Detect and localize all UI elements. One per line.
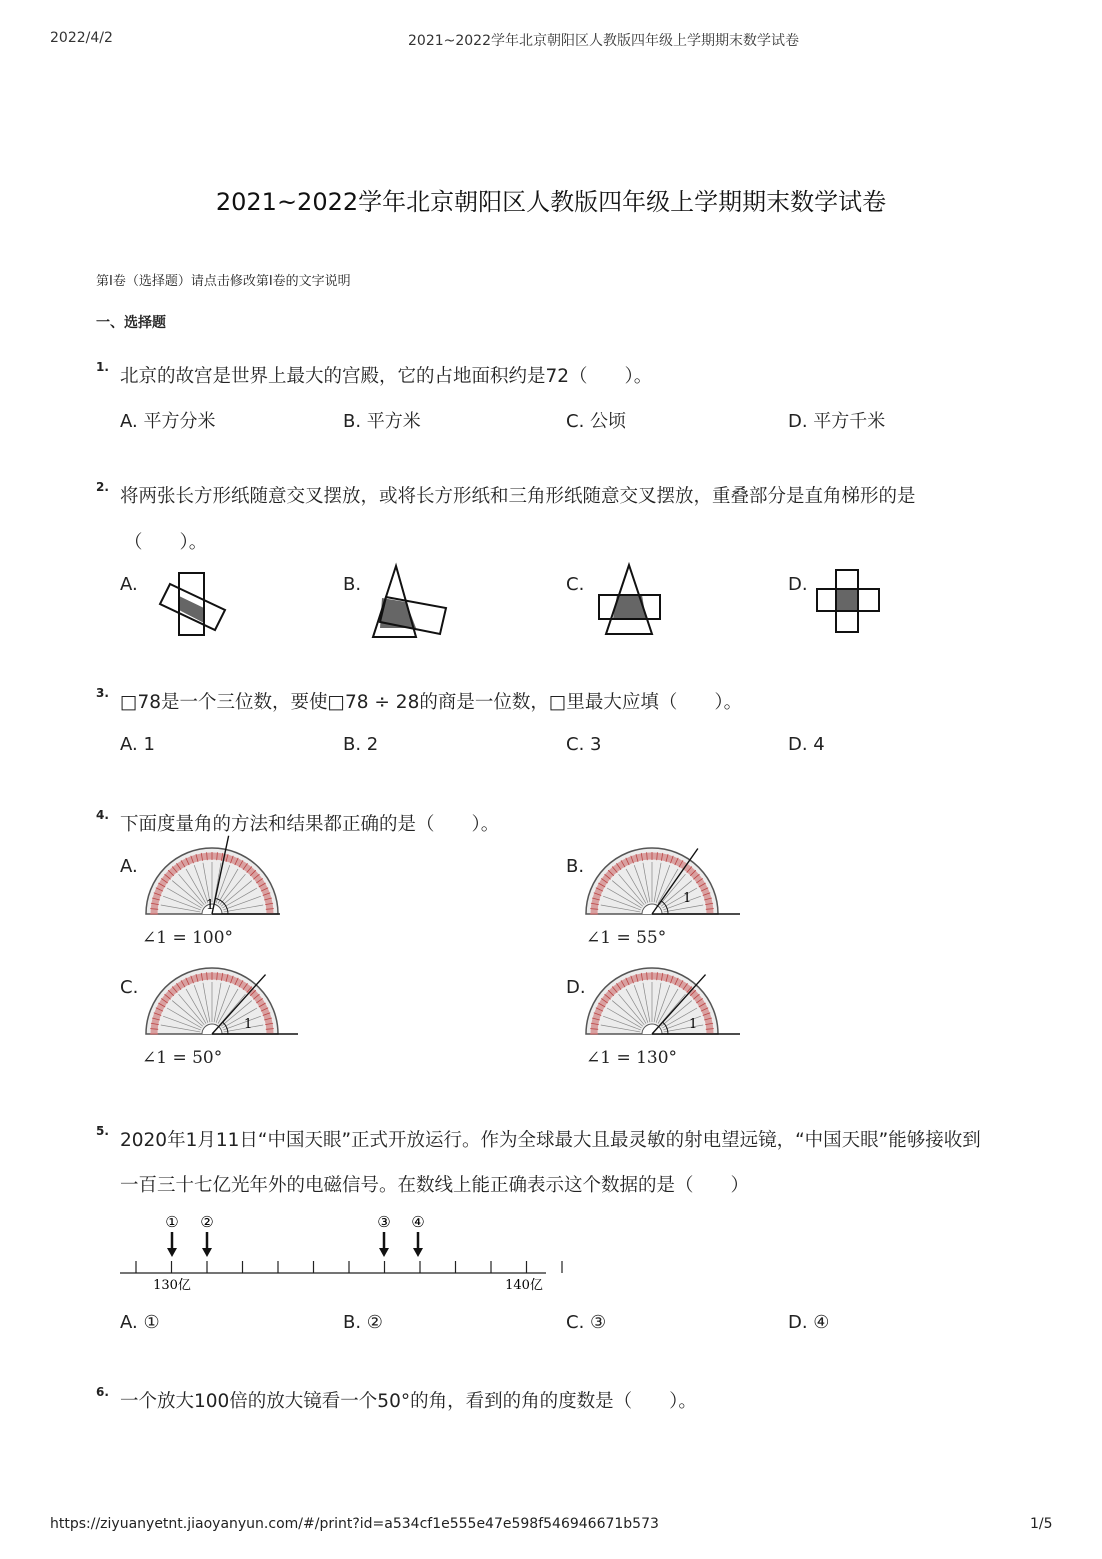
q4-protractor-b xyxy=(586,840,746,918)
question-4-text: 下面度量角的方法和结果都正确的是（ ）。 xyxy=(120,814,500,835)
axis-start-label: 130亿 xyxy=(153,1278,191,1293)
q2-d-overlap xyxy=(836,589,858,611)
q2-figure-b xyxy=(368,562,458,640)
print-date: 2022/4/2 xyxy=(50,30,113,46)
question-2-number: 2. xyxy=(96,480,109,494)
section-heading: 一、选择题 xyxy=(96,315,166,331)
question-3-number: 3. xyxy=(96,686,109,700)
angle-label: 1 xyxy=(244,1017,253,1032)
q3-option-a[interactable]: A. 1 xyxy=(120,734,155,755)
page-number: 1/5 xyxy=(1030,1516,1053,1532)
q2-figure-c xyxy=(594,562,666,638)
q4-option-d[interactable]: D. xyxy=(566,977,586,998)
marker-3-label: ③ xyxy=(377,1213,391,1231)
q2-option-a[interactable]: A. xyxy=(120,574,138,595)
marker-2-arrow-head xyxy=(202,1248,212,1257)
question-5-text-line2: 一百三十七亿光年外的电磁信号。在数线上能正确表示这个数据的是（ ） xyxy=(120,1175,750,1196)
instruction-note[interactable]: 第Ⅰ卷（选择题）请点击修改第Ⅰ卷的文字说明 xyxy=(96,274,351,289)
q5-option-d[interactable]: D. ④ xyxy=(788,1312,830,1333)
q2-option-d[interactable]: D. xyxy=(788,574,808,595)
angle-label: 1 xyxy=(683,891,692,906)
q4-option-a[interactable]: A. xyxy=(120,856,138,877)
q1-option-a[interactable]: A. 平方分米 xyxy=(120,411,216,432)
q4-caption-d: ∠1 = 130° xyxy=(586,1048,678,1068)
axis-end-label: 140亿 xyxy=(505,1278,543,1293)
q1-option-c[interactable]: C. 公顷 xyxy=(566,411,627,432)
question-2-text-line1: 将两张长方形纸随意交叉摆放，或将长方形纸和三角形纸随意交叉摆放，重叠部分是直角梯形的是 xyxy=(120,486,916,507)
question-3-text: □78是一个三位数，要使□78 ÷ 28的商是一位数，□里最大应填（ ）。 xyxy=(120,692,743,713)
q3-option-b[interactable]: B. 2 xyxy=(343,734,379,755)
q4-option-b[interactable]: B. xyxy=(566,856,585,877)
marker-3-arrow-head xyxy=(379,1248,389,1257)
q2-figure-d xyxy=(815,568,883,636)
angle-label: 1 xyxy=(689,1017,698,1032)
q4-caption-b: ∠1 = 55° xyxy=(586,928,667,948)
number-line-ticks xyxy=(136,1261,562,1273)
marker-4 xyxy=(411,1213,424,1257)
marker-4-arrow-head xyxy=(413,1248,423,1257)
question-6-number: 6. xyxy=(96,1385,109,1399)
question-4-number: 4. xyxy=(96,808,109,822)
q4-protractor-c xyxy=(140,960,300,1038)
marker-2-label: ② xyxy=(200,1213,214,1231)
marker-1-label: ① xyxy=(165,1213,179,1231)
question-5-number: 5. xyxy=(96,1124,109,1138)
question-1-number: 1. xyxy=(96,360,109,374)
print-header-title: 2021~2022学年北京朝阳区人教版四年级上学期期末数学试卷 xyxy=(408,33,799,49)
q4-caption-a: ∠1 = 100° xyxy=(142,928,234,948)
marker-2 xyxy=(200,1213,213,1257)
question-6-text: 一个放大100倍的放大镜看一个50°的角，看到的角的度数是（ ）。 xyxy=(120,1391,697,1412)
q2-figure-a xyxy=(150,568,240,640)
question-2-text-line2: （ ）。 xyxy=(124,532,208,553)
q3-option-c[interactable]: C. 3 xyxy=(566,734,602,755)
q2-option-b[interactable]: B. xyxy=(343,574,362,595)
marker-1-arrow-head xyxy=(167,1248,177,1257)
q5-option-a[interactable]: A. ① xyxy=(120,1312,160,1333)
page-title: 2021~2022学年北京朝阳区人教版四年级上学期期末数学试卷 xyxy=(215,188,887,216)
q4-caption-c: ∠1 = 50° xyxy=(142,1048,223,1068)
question-1-text: 北京的故宫是世界上最大的宫殿，它的占地面积约是72（ ）。 xyxy=(120,366,653,387)
angle-label: 1 xyxy=(206,898,215,913)
question-5-text-line1: 2020年1月11日“中国天眼”正式开放运行。作为全球最大且最灵敏的射电望远镜，“中国天眼”能够接收到 xyxy=(120,1130,981,1151)
q4-protractor-d xyxy=(586,960,746,1038)
q5-number-line xyxy=(118,1210,558,1300)
q4-protractor-a xyxy=(140,840,300,918)
q1-option-b[interactable]: B. 平方米 xyxy=(343,411,421,432)
q4-option-c[interactable]: C. xyxy=(120,977,139,998)
marker-3 xyxy=(377,1213,390,1257)
marker-4-label: ④ xyxy=(411,1213,425,1231)
q5-option-b[interactable]: B. ② xyxy=(343,1312,383,1333)
q2-option-c[interactable]: C. xyxy=(566,574,585,595)
q5-option-c[interactable]: C. ③ xyxy=(566,1312,607,1333)
footer-url[interactable]: https://ziyuanyetnt.jiaoyanyun.com/#/print?id=a534cf1e555e47e598f546946671b573 xyxy=(50,1516,659,1532)
marker-1 xyxy=(165,1213,178,1257)
q1-option-d[interactable]: D. 平方千米 xyxy=(788,411,886,432)
q3-option-d[interactable]: D. 4 xyxy=(788,734,825,755)
